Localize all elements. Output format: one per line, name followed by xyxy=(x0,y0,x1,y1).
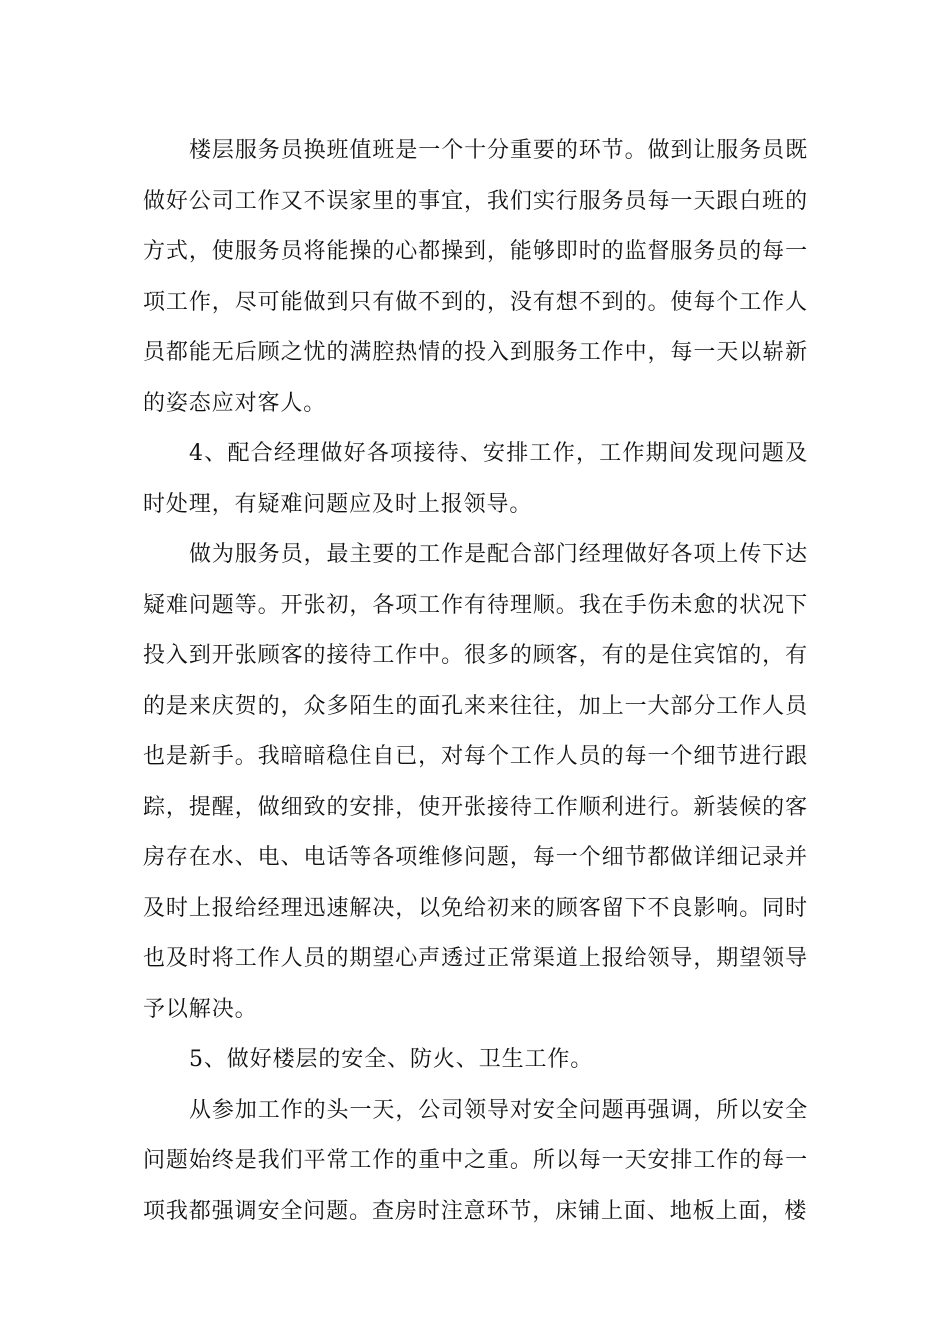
paragraph-shift-duty: 楼层服务员换班值班是一个十分重要的环节。做到让服务员既做好公司工作又不误家里的事宜，我们实行服务员每一天跟白班的方式，使服务员将能操的心都操到，能够即时的监督服务员的每一项工作，尽可能做到只有做不到的，没有想不到的。使每个工作人员都能无后顾之忧的满腔热情的投入到服务工作中，每一天以崭新的姿态应对客人。 xyxy=(143,138,808,416)
paragraph-safety-work: 从参加工作的头一天，公司领导对安全问题再强调，所以安全问题始终是我们平常工作的重中之重。所以每一天安排工作的每一项我都强调安全问题。查房时注意环节，床铺上面、地板上面，楼 xyxy=(143,1097,808,1224)
paragraph-item-4-heading: 4、配合经理做好各项接待、安排工作，工作期间发现问题及时处理，有疑难问题应及时上报领导。 xyxy=(143,441,808,517)
document-body xyxy=(143,126,808,1237)
paragraph-item-5-heading: 5、做好楼层的安全、防火、卫生工作。 xyxy=(189,1047,594,1072)
paragraph-reception-work: 做为服务员，最主要的工作是配合部门经理做好各项上传下达疑难问题等。开张初，各项工作有待理顺。我在手伤未愈的状况下投入到开张顾客的接待工作中。很多的顾客，有的是住宾馆的，有的是来庆贺的，众多陌生的面孔来来往往，加上一大部分工作人员也是新手。我暗暗稳住自已，对每个工作人员的每一个细节进行跟踪，提醒，做细致的安排，使开张接待工作顺利进行。新装候的客房存在水、电、电话等各项维修问题，每一个细节都做详细记录并及时上报给经理迅速解决，以免给初来的顾客留下不良影响。同时也及时将工作人员的期望心声透过正常渠道上报给领导，期望领导予以解决。 xyxy=(143,542,808,1022)
